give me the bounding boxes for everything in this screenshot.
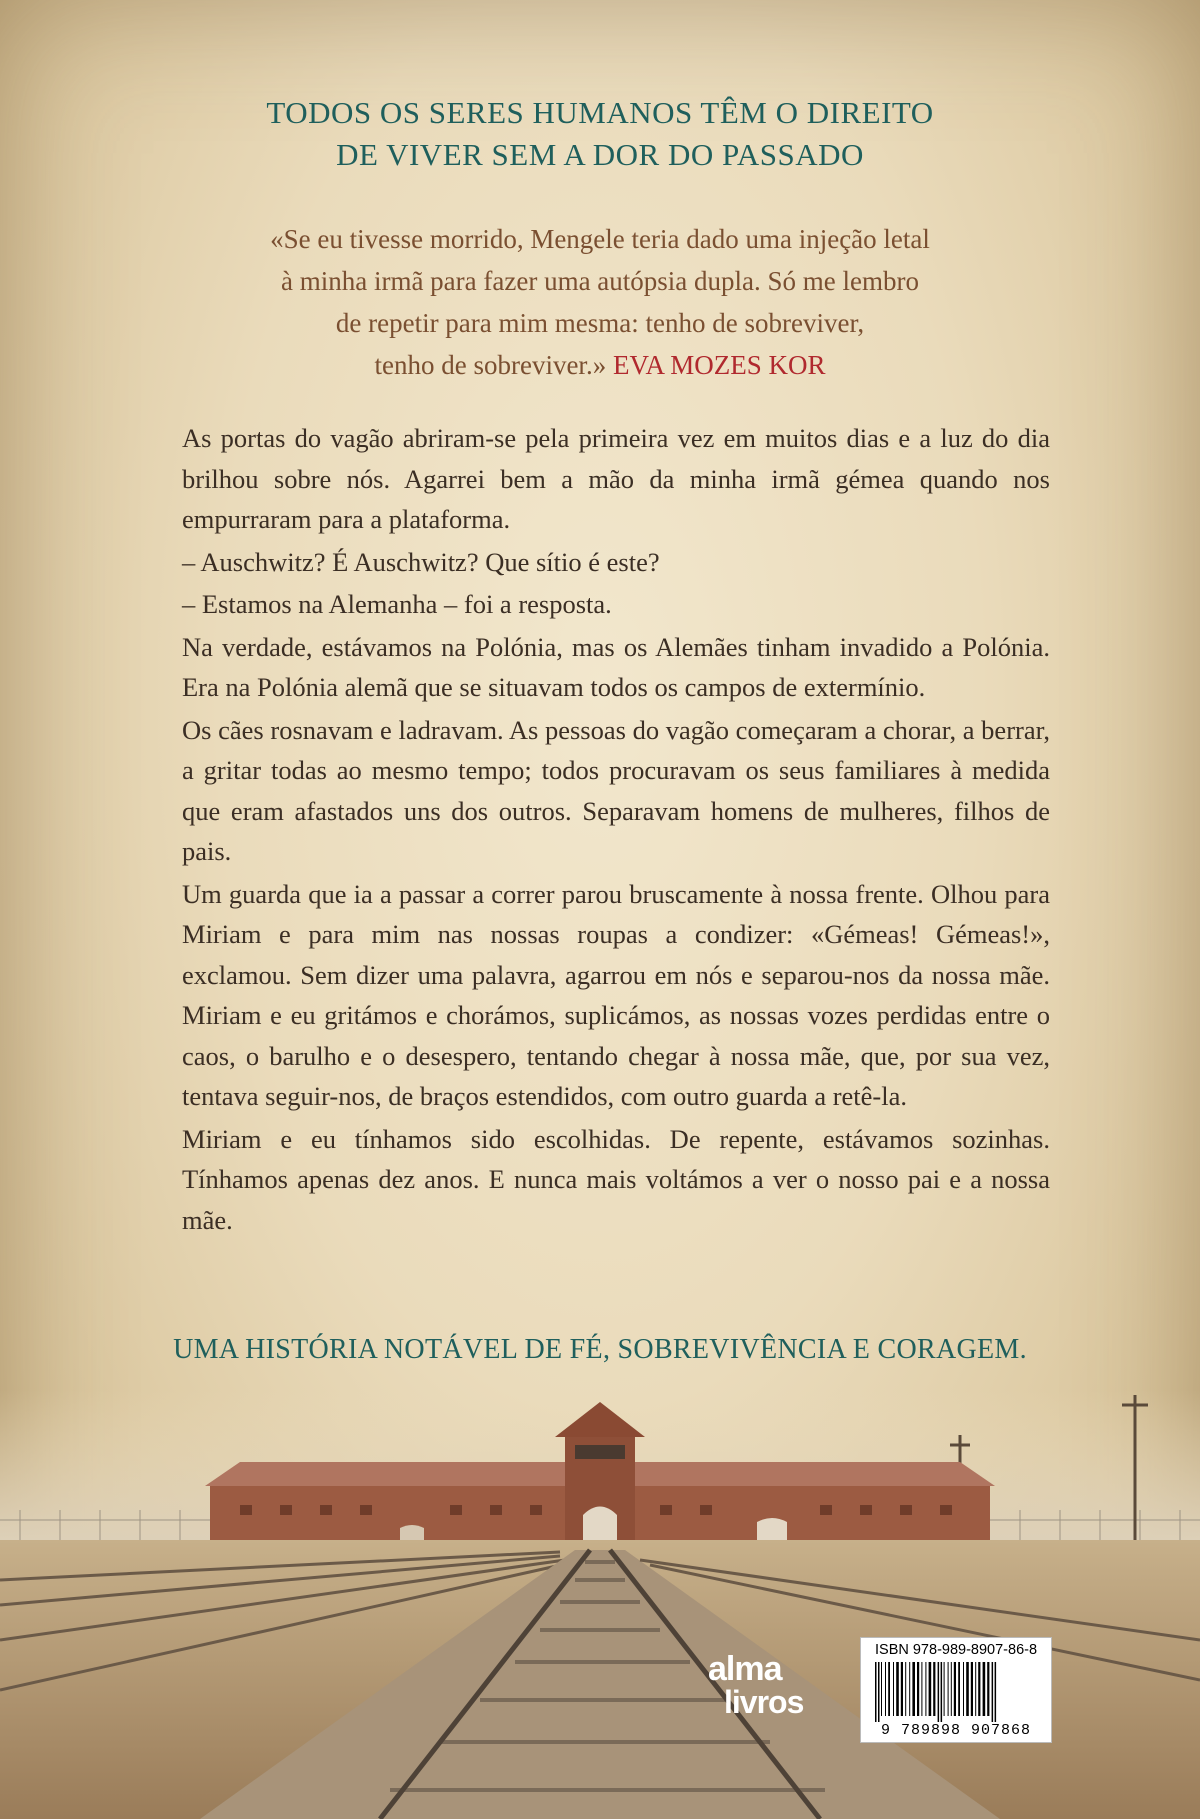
barcode-bar — [941, 1662, 943, 1722]
barcode-bar — [875, 1662, 877, 1722]
synopsis-paragraph-5: Os cães rosnavam e ladravam. As pessoas do vagão começaram a chorar, a berrar, a gritar todas ao mesmo tempo; todos procuravam os seus familiares à medida que eram afastados uns dos outros. Separavam homens de mulheres, filhos de pais. — [182, 714, 1050, 866]
barcode-bar — [992, 1662, 994, 1722]
barcode-bar — [885, 1662, 886, 1716]
barcode-bar — [909, 1662, 910, 1716]
barcode-bar — [975, 1662, 976, 1716]
barcode-bar — [971, 1662, 973, 1716]
barcode-bar — [951, 1662, 952, 1716]
barcode-bar — [901, 1662, 903, 1716]
publisher-logo-line-1: alma — [708, 1650, 782, 1688]
synopsis-paragraph-7: Miriam e eu tínhamos sido escolhidas. De repente, estávamos sozinhas. Tínhamos apenas dez anos. E nunca mais voltámos a ver o nosso pai e a nossa mãe. — [182, 1123, 1050, 1235]
back-cover-headline — [0, 92, 1200, 176]
isbn-label: ISBN 978-989-8907-86-8 — [875, 1642, 1038, 1658]
author-quote — [150, 218, 1050, 386]
publisher-logo — [706, 1650, 826, 1730]
auschwitz-gate-photo — [0, 1390, 1200, 1819]
barcode-bar — [966, 1662, 969, 1716]
barcode-bar — [929, 1662, 932, 1716]
barcode-bar — [896, 1662, 899, 1716]
barcode-bar — [963, 1662, 964, 1716]
tagline: UMA HISTÓRIA NOTÁVEL DE FÉ, SOBREVIVÊNCIA E CORAGEM. — [173, 1334, 1027, 1365]
headline-line-2: DE VIVER SEM A DOR DO PASSADO — [336, 137, 864, 172]
barcode-bar — [944, 1662, 945, 1716]
barcode-bar — [893, 1662, 894, 1716]
barcode-bars — [875, 1662, 1037, 1722]
isbn-barcode — [860, 1637, 1052, 1743]
quote-line-4: tenho de sobreviver.» — [374, 350, 607, 380]
barcode-bar — [925, 1662, 926, 1716]
headline-line-1: TODOS OS SERES HUMANOS TÊM O DIREITO — [266, 95, 934, 130]
synopsis-text — [182, 418, 1050, 1242]
barcode-bar — [905, 1662, 906, 1716]
synopsis-paragraph-2: – Auschwitz? É Auschwitz? Que sítio é este? — [182, 546, 660, 577]
quote-line-2: à minha irmã para fazer uma autópsia dupla. Só me lembro — [280, 266, 920, 296]
barcode-bar — [912, 1662, 915, 1716]
barcode-bar — [921, 1662, 922, 1716]
synopsis-paragraph-1: As portas do vagão abriram-se pela primeira vez em muitos dias e a luz do dia brilhou sobre nós. Agarrei bem a mão da minha irmã gémea quando nos empurraram para a plataforma. — [182, 423, 1050, 534]
barcode-bar — [958, 1662, 960, 1716]
publisher-logo-line-2: livros — [724, 1684, 804, 1720]
barcode-bar — [881, 1662, 882, 1716]
synopsis-paragraph-6: Um guarda que ia a passar a correr parou bruscamente à nossa frente. Olhou para Miriam e para mim nas nossas roupas a condizer: «Gémeas! Gémeas!», exclamou. Sem dizer uma palavra, agarrou em nós e separou-nos da nossa mãe. Miriam e eu gritámos e chorámos, suplicámos, as nossas vozes perdidas entre o caos, o barulho e o desespero, tentando chegar à nossa mãe, que, por sua vez, tentava seguir-nos, de braços estendidos, com outro guarda a retê-la. — [182, 878, 1050, 1111]
barcode-bar — [888, 1662, 890, 1716]
barcode-bar — [938, 1662, 940, 1722]
barcode-bar — [878, 1662, 880, 1722]
quote-line-3: de repetir para mim mesma: tenho de sobreviver, — [335, 308, 865, 338]
synopsis-paragraph-4: Na verdade, estávamos na Polónia, mas os Alemães tinham invadido a Polónia. Era na Polónia alemã que se situavam todos os campos de extermínio. — [182, 631, 1050, 702]
barcode-bar — [987, 1662, 989, 1716]
barcode-bar — [948, 1662, 949, 1716]
synopsis-paragraph-3: – Estamos na Alemanha – foi a resposta. — [182, 589, 612, 619]
quote-line-1: «Se eu tivesse morrido, Mengele teria dado uma injeção letal — [270, 224, 930, 254]
barcode-bar — [933, 1662, 935, 1716]
quote-author: EVA MOZES KOR — [612, 350, 826, 380]
barcode-bar — [995, 1662, 997, 1722]
barcode-bar — [983, 1662, 986, 1716]
ean-number: 9 789898 907868 — [880, 1722, 1032, 1739]
barcode-bar — [917, 1662, 919, 1716]
barcode-bar — [978, 1662, 980, 1716]
barcode-bar — [954, 1662, 956, 1716]
